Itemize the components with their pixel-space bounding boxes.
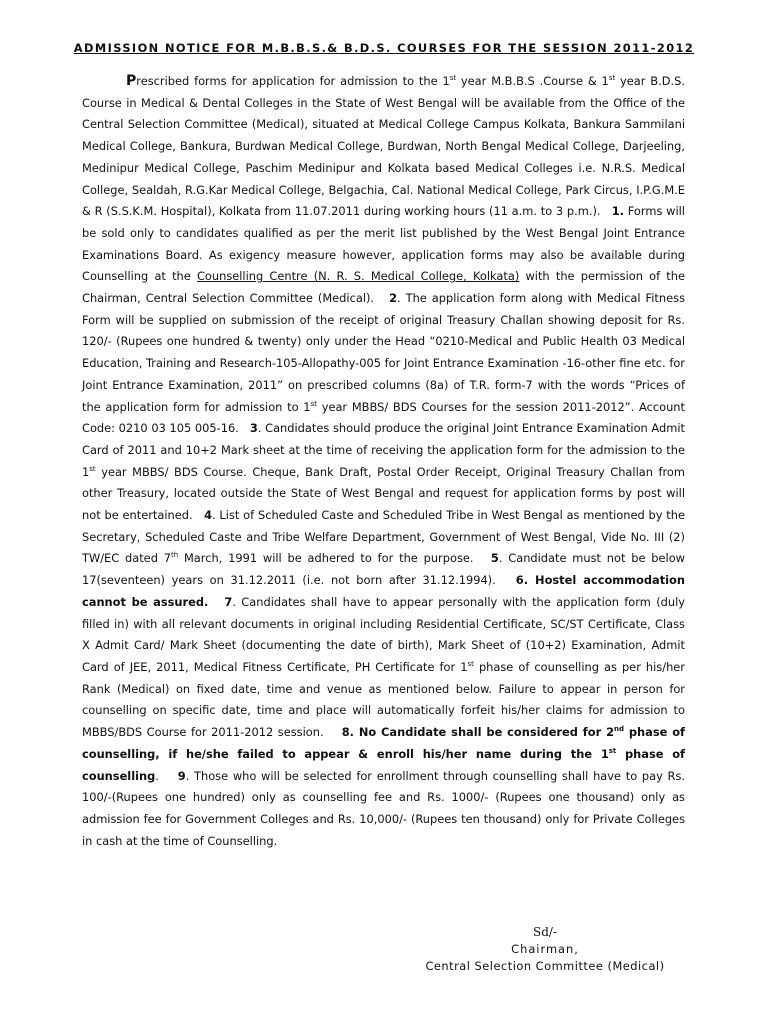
text-run: . [155, 768, 159, 783]
signature-block [405, 924, 685, 975]
clause-number-2: 2 [389, 291, 397, 306]
clause-number-1: 1. [611, 204, 625, 219]
ordinal-suffix: th [170, 551, 179, 560]
text-run: with the permission of the Chairman, Central Selection Committee (Medical). [82, 269, 686, 306]
ordinal-suffix: st [449, 74, 457, 82]
ordinal-suffix: st [467, 659, 474, 668]
clause-number-4: 4 [204, 508, 212, 523]
bold-text-run: phase of counselling, if he/she failed to appear & enroll his/her name during the 1 [82, 725, 685, 761]
clause-number-7: 7 [224, 594, 233, 609]
ordinal-suffix: st [608, 746, 617, 755]
clause-number-5: 5 [490, 551, 499, 566]
text-run: . List of Scheduled Caste and Scheduled Tribe in West Bengal as mentioned by the Secretary, Scheduled Caste and Tribe Welfare Department, Government of West Bengal, Vide No. III (2) TW/EC dated 7 [82, 508, 685, 566]
ordinal-suffix: st [608, 74, 616, 82]
clause-number-9: 9 [177, 768, 186, 783]
notice-body [82, 71, 685, 852]
signature-sd: Sd/- [533, 925, 557, 939]
text-run: year MBBS/ BDS Course. Cheque, Bank Draft, Postal Order Receipt, Original Treasury Challan from other Treasury, located outside the State of West Bengal and request for application forms by post will not be entertained. [82, 464, 685, 523]
clause-number-8: 8 [341, 725, 350, 740]
text-run: . Candidate must not be below 17(seventeen) years on 31.12.2011 (i.e. not born after 31.12.1994). [82, 551, 685, 588]
ordinal-suffix: st [310, 399, 317, 408]
text-run: rescribed forms for application for admission to the 1 [136, 74, 450, 88]
text-run: March, 1991 will be adhered to for the purpose. [178, 551, 474, 566]
counselling-centre-text: Counselling Centre (N. R. S. Medical College, Kolkata) [196, 269, 520, 284]
text-run: Forms will be sold only to candidates qualified as per the merit list published by the West Bengal Joint Entrance Examinations Board. As exigency measure however, application forms may also be available during Counselling at the [82, 204, 685, 284]
bold-text-run: phase of counselling [82, 746, 685, 783]
ordinal-suffix: nd [614, 725, 624, 734]
signature-role: Chairman, [511, 942, 579, 956]
notice-paragraph [82, 71, 685, 852]
text-run: year MBBS/ BDS Courses for the session 2011-2012”. Account Code: 0210 03 105 005-16. [82, 399, 685, 436]
text-run: year M.B.B.S .Course & 1 [456, 74, 609, 88]
clause-number-6: 6 [515, 573, 524, 588]
text-run: . Candidates should produce the original Joint Entrance Examination Admit Card of 2011 and 10+2 Mark sheet at the time of receiving the application form for the admission to the 1 [82, 421, 685, 479]
drop-cap: P [126, 73, 137, 89]
signature-committee: Central Selection Committee (Medical) [425, 959, 665, 973]
text-run: . Those who will be selected for enrollment through counselling shall have to pay Rs. 100/-(Rupees one hundred) only as counselling fee and Rs. 1000/- (Rupees one thousand) only as admission fee for Government Colleges and Rs. 10,000/- (Rupees ten thousand) only for Private Colleges in cash at the time of Counselling. [82, 768, 686, 848]
text-run: phase of counselling as per his/her Rank (Medical) on fixed date, time and venue as mentioned below. Failure to appear in person for counselling on specific date, time and place will automatically forfeit his/her claims for admission to MBBS/BDS Course for 2011-2012 session. [82, 659, 685, 740]
hostel-notice-text: . Hostel accommodation cannot be assured. [82, 573, 685, 609]
bold-text-run: . No Candidate shall be considered for 2 [349, 725, 614, 740]
text-run: . The application form along with Medical Fitness Form will be supplied on submission of the receipt of original Treasury Challan showing deposit for Rs. 120/- (Rupees one hundred & twenty) only under the Head “0210-Medical and Public Health 03 Medical Education, Training and Research-105-Allopathy-005 for Joint Entrance Examination -16-other fine etc. for Joint Entrance Examination, 2011” on prescribed columns (8a) of T.R. form-7 with the words “Prices of the application form for admission to 1 [82, 291, 685, 414]
text-run: . Candidates shall have to appear personally with the application form (duly filled in) with all relevant documents in original including Residential Certificate, SC/ST Certificate, Class X Admit Card/ Mark Sheet (documenting the date of birth), Mark Sheet of (10+2) Examination, Admit Card of JEE, 2011, Medical Fitness Certificate, PH Certificate for 1 [82, 594, 685, 674]
ordinal-suffix: st [89, 464, 96, 473]
notice-title: ADMISSION NOTICE FOR M.B.B.S.& B.D.S. COURSES FOR THE SESSION 2011-2012 [73, 41, 695, 55]
clause-number-3: 3 [249, 421, 258, 436]
text-run: year B.D.S. Course in Medical & Dental Colleges in the State of West Bengal will be available from the Office of the Central Selection Committee (Medical), situated at Medical College Campus Kolkata, Bankura Sammilani Medical College, Bankura, Burdwan Medical College, Burdwan, North Bengal Medical College, Darjeeling, Medinipur Medical College, Paschim Medinipur and Kolkata based Medical Colleges i.e. N.R.S. Medical College, Sealdah, R.G.Kar Medical College, Belgachia, Cal. National Medical College, Park Circus, I.P.G.M.E & R (S.S.K.M. Hospital), Kolkata from 11.07.2011 during working hours (11 a.m. to 3 p.m.). [82, 74, 685, 219]
